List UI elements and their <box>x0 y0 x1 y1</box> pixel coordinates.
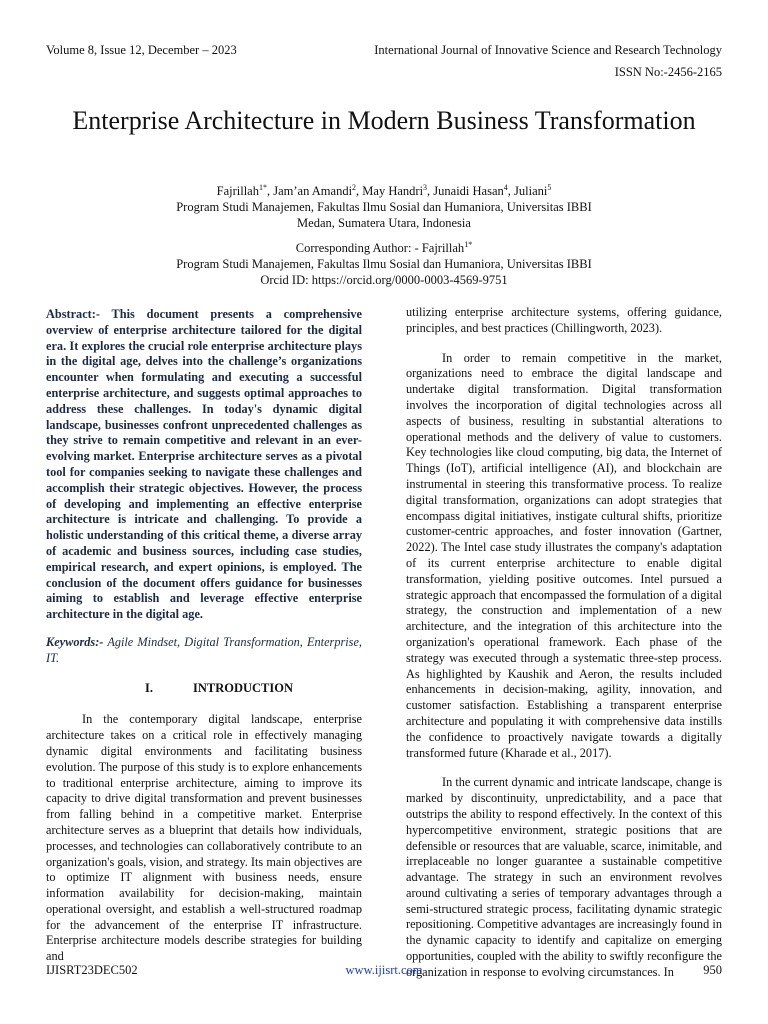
body-paragraph: In the current dynamic and intricate landscape, change is marked by discontinuity, unpredictability, and a pace that outstrips the ability to respond effectively. In the context of this hypercompetitive environment, strategic positions that are defensible or resources that are valuable, scarce, inimitable, and irreplaceable no longer guarantee a sustainable competitive advantage. The strategy in such an environment revolves around cultivating a series of temporary advantages through a semi-structured strategic process, facilitating dynamic strategic repositioning. Competitive advantages are increasingly found in the dynamic capacity to identify and capitalize on emerging opportunities, coupled with the ability to swiftly reconfigure the organization in response to evolving circumstances. In <box>406 775 722 979</box>
author-block <box>60 180 708 231</box>
keywords-text: Agile Mindset, Digital Transformation, Enterprise, IT. <box>46 634 362 665</box>
author-name: , Juliani <box>507 184 548 199</box>
issn: ISSN No:-2456-2165 <box>614 65 722 79</box>
corresponding-author-block <box>60 237 708 288</box>
corresponding-mark: 1* <box>464 240 473 249</box>
keywords-label: Keywords:- <box>46 634 104 649</box>
author-affil-mark: 4 <box>503 183 508 192</box>
section-heading <box>46 681 362 697</box>
author-location: Medan, Sumatera Utara, Indonesia <box>297 216 471 231</box>
journal-url-link[interactable]: www.ijisrt.com <box>345 963 423 977</box>
author-name: , Jam’an Amandi <box>266 184 353 199</box>
right-column <box>406 305 722 995</box>
author-affil-mark: 5 <box>547 183 552 192</box>
corresponding-label: Corresponding Author: - Fajrillah <box>295 241 465 256</box>
author-affil-mark: 3 <box>423 183 428 192</box>
author-name: , May Handri <box>356 184 424 199</box>
page-number: 950 <box>703 963 722 977</box>
author-name: , Junaidi Hasan <box>427 184 504 199</box>
body-paragraph: In order to remain competitive in the market, organizations need to embrace the digital landscape and undertake digital transformation. Digital transformation involves the incorporation of digital technologies across all aspects of business, resulting in substantial alterations to operational methods and the delivery of value to customers. Key technologies like cloud computing, big data, the Internet of Things (IoT), artificial intelligence (AI), and blockchain are instrumental in steering this transformative process. To realize digital transformation, organizations can adopt strategies that encompass digital initiatives, instigate cultural shifts, prioritize customer-centric approaches, and foster innovation (Gartner, 2022). The Intel case study illustrates the company's adaptation of its current enterprise architecture to enable digital transformation, yielding positive outcomes. Intel pursued a strategic approach that encompassed the formulation of a digital strategy, the construction and implementation of a new architecture, and the integration of this architecture into the organization's operational framework. Each phase of the strategy was executed through a systematic three-step process. As highlighted by Kaushik and Aeron, the results included enhancements in decision-making, agility, innovation, and customer satisfaction. Establishing a transparent enterprise architecture and populating it with comprehensive data instills the confidence to proactively navigate towards a digitally transformed future (Kharade et al., 2017). <box>406 350 722 760</box>
author-affil-mark: 1* <box>258 183 267 192</box>
paper-id: IJISRT23DEC502 <box>46 963 138 977</box>
keywords <box>46 635 362 667</box>
body-paragraph: In the contemporary digital landscape, enterprise architecture takes on a critical role in effectively managing dynamic digital environments and facilitating business evolution. The purpose of this study is to explore enhancements to traditional enterprise architecture, aiming to improve its capacity to drive digital transformation and prevent businesses from falling behind in a competitive market. Enterprise architecture serves as a blueprint that details how individuals, processes, and technologies can collaboratively contribute to an organization's goals, vision, and strategy. Its main objectives are to optimize IT alignment with business needs, ensure information availability for decision-making, maintain operational oversight, and establish a well-structured roadmap for the advancement of the enterprise IT infrastructure. Enterprise architecture models describe strategies for building and <box>46 712 362 964</box>
paper-title: Enterprise Architecture in Modern Business Transformation <box>72 106 696 136</box>
corresponding-affiliation: Program Studi Manajemen, Fakultas Ilmu Sosial dan Humaniora, Universitas IBBI <box>176 257 592 272</box>
journal-name: International Journal of Innovative Science and Research Technology <box>374 43 722 57</box>
author-affil-mark: 2 <box>352 183 357 192</box>
author-affiliation: Program Studi Manajemen, Fakultas Ilmu Sosial dan Humaniora, Universitas IBBI <box>176 200 592 215</box>
section-title: INTRODUCTION <box>192 680 293 695</box>
author-list <box>60 180 708 199</box>
abstract: Abstract:- This document presents a comprehensive overview of enterprise architecture tailored for the digital era. It explores the crucial role enterprise architecture plays in the digital age, delves into the challenge’s organizations encounter when formulating and executing a successful enterprise architecture, and suggests optimal approaches to address these challenges. In today's dynamic digital landscape, businesses confront unprecedented challenges as they strive to remain competitive and relevant in an ever-evolving market. Enterprise architecture serves as a pivotal tool for companies seeking to navigate these challenges and accomplish their strategic objectives. However, the process of developing and implementing an effective enterprise architecture is intricate and challenging. To provide a holistic understanding of this critical theme, a diverse array of academic and business sources, including case studies, empirical research, and expert opinions, is employed. The conclusion of the document offers guidance for businesses aiming to establish and leverage effective enterprise architecture in the digital age. <box>46 307 362 622</box>
orcid-id: Orcid ID: https://orcid.org/0000-0003-4569-9751 <box>260 273 508 288</box>
left-column <box>46 307 362 979</box>
corresponding-author <box>60 237 708 256</box>
body-paragraph: utilizing enterprise architecture systems, offering guidance, principles, and best practices (Chillingworth, 2023). <box>406 305 722 335</box>
author-name: Fajrillah <box>216 184 259 199</box>
journal-volume: Volume 8, Issue 12, December – 2023 <box>46 43 237 57</box>
section-number: I. <box>144 680 153 695</box>
